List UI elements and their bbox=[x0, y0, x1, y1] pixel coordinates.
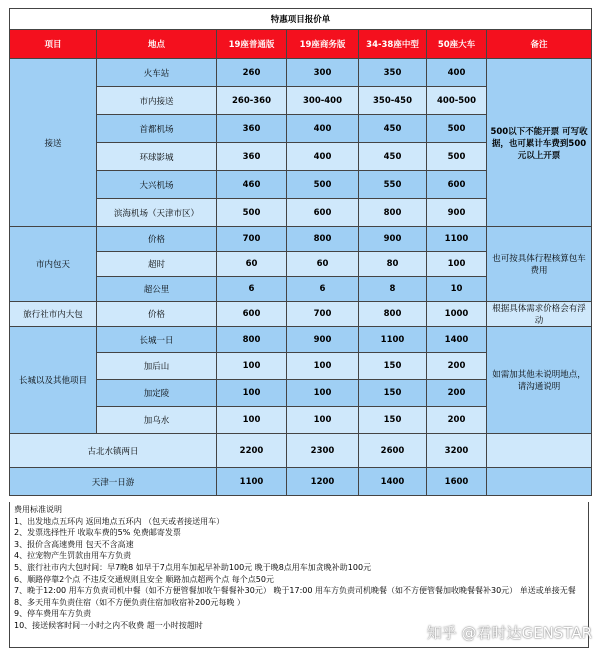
price-cell: 900 bbox=[427, 199, 487, 227]
price-cell: 500 bbox=[427, 143, 487, 171]
price-cell: 100 bbox=[287, 353, 359, 380]
price-cell: 600 bbox=[287, 199, 359, 227]
table-row bbox=[10, 59, 592, 87]
place-cell: 首都机场 bbox=[97, 115, 217, 143]
item-gubei: 古北水镇两日 bbox=[10, 434, 217, 468]
price-cell: 550 bbox=[359, 171, 427, 199]
note-item: 10、接送候客时间一小时之内不收费 超一小时按超时 bbox=[14, 620, 203, 630]
price-cell: 350 bbox=[359, 59, 427, 87]
header-cell: 50座大车 bbox=[427, 30, 487, 59]
header-cell: 项目 bbox=[10, 30, 97, 59]
price-cell: 500 bbox=[217, 199, 287, 227]
price-cell: 900 bbox=[359, 227, 427, 252]
price-cell: 700 bbox=[217, 227, 287, 252]
header-cell: 备注 bbox=[487, 30, 592, 59]
note-item: 4、拉宠物产生罚款由用车方负责 bbox=[14, 551, 132, 561]
note-item: 6、顺路停靠2个点 不违反交通规则且安全 顺路加点超两个点 每个点50元 bbox=[14, 574, 274, 584]
price-cell: 2600 bbox=[359, 434, 427, 468]
note-item: 5、旅行社市内大包时间：早7晚8 如早于7点用车加起早补助100元 晚于晚8点用车加贪晚补助100元 bbox=[14, 562, 372, 572]
price-cell: 1600 bbox=[427, 468, 487, 496]
header-cell: 19座普通版 bbox=[217, 30, 287, 59]
header-cell: 19座商务版 bbox=[287, 30, 359, 59]
header-cell: 地点 bbox=[97, 30, 217, 59]
price-cell: 450 bbox=[359, 143, 427, 171]
watermark: 知乎 @君时达GENSTAR bbox=[426, 624, 592, 642]
place-cell: 滨海机场（天津市区） bbox=[97, 199, 217, 227]
category-great-wall: 长城以及其他项目 bbox=[10, 327, 97, 434]
price-cell: 260-360 bbox=[217, 87, 287, 115]
price-cell: 360 bbox=[217, 115, 287, 143]
place-cell: 加乌水 bbox=[97, 407, 217, 434]
price-cell: 1000 bbox=[427, 302, 487, 327]
price-cell: 300-400 bbox=[287, 87, 359, 115]
price-cell: 3200 bbox=[427, 434, 487, 468]
price-cell: 150 bbox=[359, 353, 427, 380]
note-agency: 根据具体需求价格会有浮动 bbox=[487, 302, 592, 327]
note-item: 9、停车费用车方负责 bbox=[14, 609, 92, 619]
note-empty bbox=[487, 468, 592, 496]
note-item: 2、发票选择性开 收取车费的5% 免费邮寄发票 bbox=[14, 528, 181, 538]
price-cell: 60 bbox=[217, 252, 287, 277]
price-cell: 400 bbox=[287, 143, 359, 171]
price-cell: 700 bbox=[287, 302, 359, 327]
price-cell: 900 bbox=[287, 327, 359, 353]
note-item: 3、报价含高速费用 包天不含高速 bbox=[14, 539, 134, 549]
table-row bbox=[10, 227, 592, 252]
price-cell: 10 bbox=[427, 277, 487, 302]
price-cell: 6 bbox=[217, 277, 287, 302]
price-cell: 1400 bbox=[359, 468, 427, 496]
item-tianjin: 天津一日游 bbox=[10, 468, 217, 496]
table-row bbox=[10, 434, 592, 468]
note-city-day: 也可按具体行程核算包车费用 bbox=[487, 227, 592, 302]
price-cell: 500 bbox=[287, 171, 359, 199]
price-cell: 350-450 bbox=[359, 87, 427, 115]
table-title: 特惠项目报价单 bbox=[10, 9, 592, 30]
place-cell: 超时 bbox=[97, 252, 217, 277]
price-cell: 360 bbox=[217, 143, 287, 171]
price-cell: 2300 bbox=[287, 434, 359, 468]
price-cell: 1100 bbox=[427, 227, 487, 252]
place-cell: 加后山 bbox=[97, 353, 217, 380]
place-cell: 加定陵 bbox=[97, 380, 217, 407]
price-cell: 400-500 bbox=[427, 87, 487, 115]
table-row bbox=[10, 302, 592, 327]
note-empty bbox=[487, 434, 592, 468]
price-cell: 200 bbox=[427, 380, 487, 407]
price-cell: 2200 bbox=[217, 434, 287, 468]
header-row bbox=[10, 30, 592, 59]
place-cell: 环球影城 bbox=[97, 143, 217, 171]
note-item: 1、出发地点五环内 返回地点五环内 （包天或者接送用车） bbox=[14, 516, 225, 526]
price-cell: 100 bbox=[217, 380, 287, 407]
price-cell: 100 bbox=[217, 353, 287, 380]
price-cell: 400 bbox=[287, 115, 359, 143]
price-cell: 8 bbox=[359, 277, 427, 302]
place-cell: 超公里 bbox=[97, 277, 217, 302]
price-cell: 60 bbox=[287, 252, 359, 277]
price-cell: 200 bbox=[427, 407, 487, 434]
price-cell: 100 bbox=[287, 407, 359, 434]
category-city-day: 市内包天 bbox=[10, 227, 97, 302]
price-cell: 100 bbox=[427, 252, 487, 277]
price-cell: 800 bbox=[359, 302, 427, 327]
quote-table bbox=[9, 8, 592, 496]
price-cell: 100 bbox=[217, 407, 287, 434]
price-cell: 300 bbox=[287, 59, 359, 87]
price-cell: 260 bbox=[217, 59, 287, 87]
price-cell: 800 bbox=[359, 199, 427, 227]
header-cell: 34-38座中型 bbox=[359, 30, 427, 59]
note-transfer: 500以下不能开票 可写收据，也可累计车费到500元以上开票 bbox=[487, 59, 592, 227]
price-cell: 450 bbox=[359, 115, 427, 143]
price-cell: 150 bbox=[359, 380, 427, 407]
place-cell: 价格 bbox=[97, 227, 217, 252]
table-row bbox=[10, 468, 592, 496]
place-cell: 火车站 bbox=[97, 59, 217, 87]
category-agency: 旅行社市内大包 bbox=[10, 302, 97, 327]
price-cell: 500 bbox=[427, 115, 487, 143]
price-cell: 1200 bbox=[287, 468, 359, 496]
price-cell: 600 bbox=[427, 171, 487, 199]
price-cell: 1100 bbox=[359, 327, 427, 353]
price-cell: 800 bbox=[217, 327, 287, 353]
note-item: 7、晚于12:00 用车方负责司机中餐（如不方便管餐加收午餐餐补30元） 晚于17:00 用车方负责司机晚餐（如不方便管餐加收晚餐餐补30元） 单送或单接无餐 bbox=[14, 586, 576, 596]
price-cell: 1100 bbox=[217, 468, 287, 496]
category-transfer: 接送 bbox=[10, 59, 97, 227]
table-row bbox=[10, 327, 592, 353]
price-cell: 600 bbox=[217, 302, 287, 327]
price-cell: 6 bbox=[287, 277, 359, 302]
price-cell: 150 bbox=[359, 407, 427, 434]
note-item: 8、多天用车负责住宿（如不方便负责住宿加收宿补200元每晚 ） bbox=[14, 597, 245, 607]
price-cell: 100 bbox=[287, 380, 359, 407]
place-cell: 长城一日 bbox=[97, 327, 217, 353]
place-cell: 价格 bbox=[97, 302, 217, 327]
price-cell: 800 bbox=[287, 227, 359, 252]
note-great-wall: 如需加其他未说明地点，请沟通说明 bbox=[487, 327, 592, 434]
notes-heading: 费用标准说明 bbox=[14, 505, 62, 514]
price-cell: 460 bbox=[217, 171, 287, 199]
price-cell: 200 bbox=[427, 353, 487, 380]
place-cell: 大兴机场 bbox=[97, 171, 217, 199]
price-cell: 400 bbox=[427, 59, 487, 87]
price-cell: 80 bbox=[359, 252, 427, 277]
price-cell: 1400 bbox=[427, 327, 487, 353]
place-cell: 市内接送 bbox=[97, 87, 217, 115]
